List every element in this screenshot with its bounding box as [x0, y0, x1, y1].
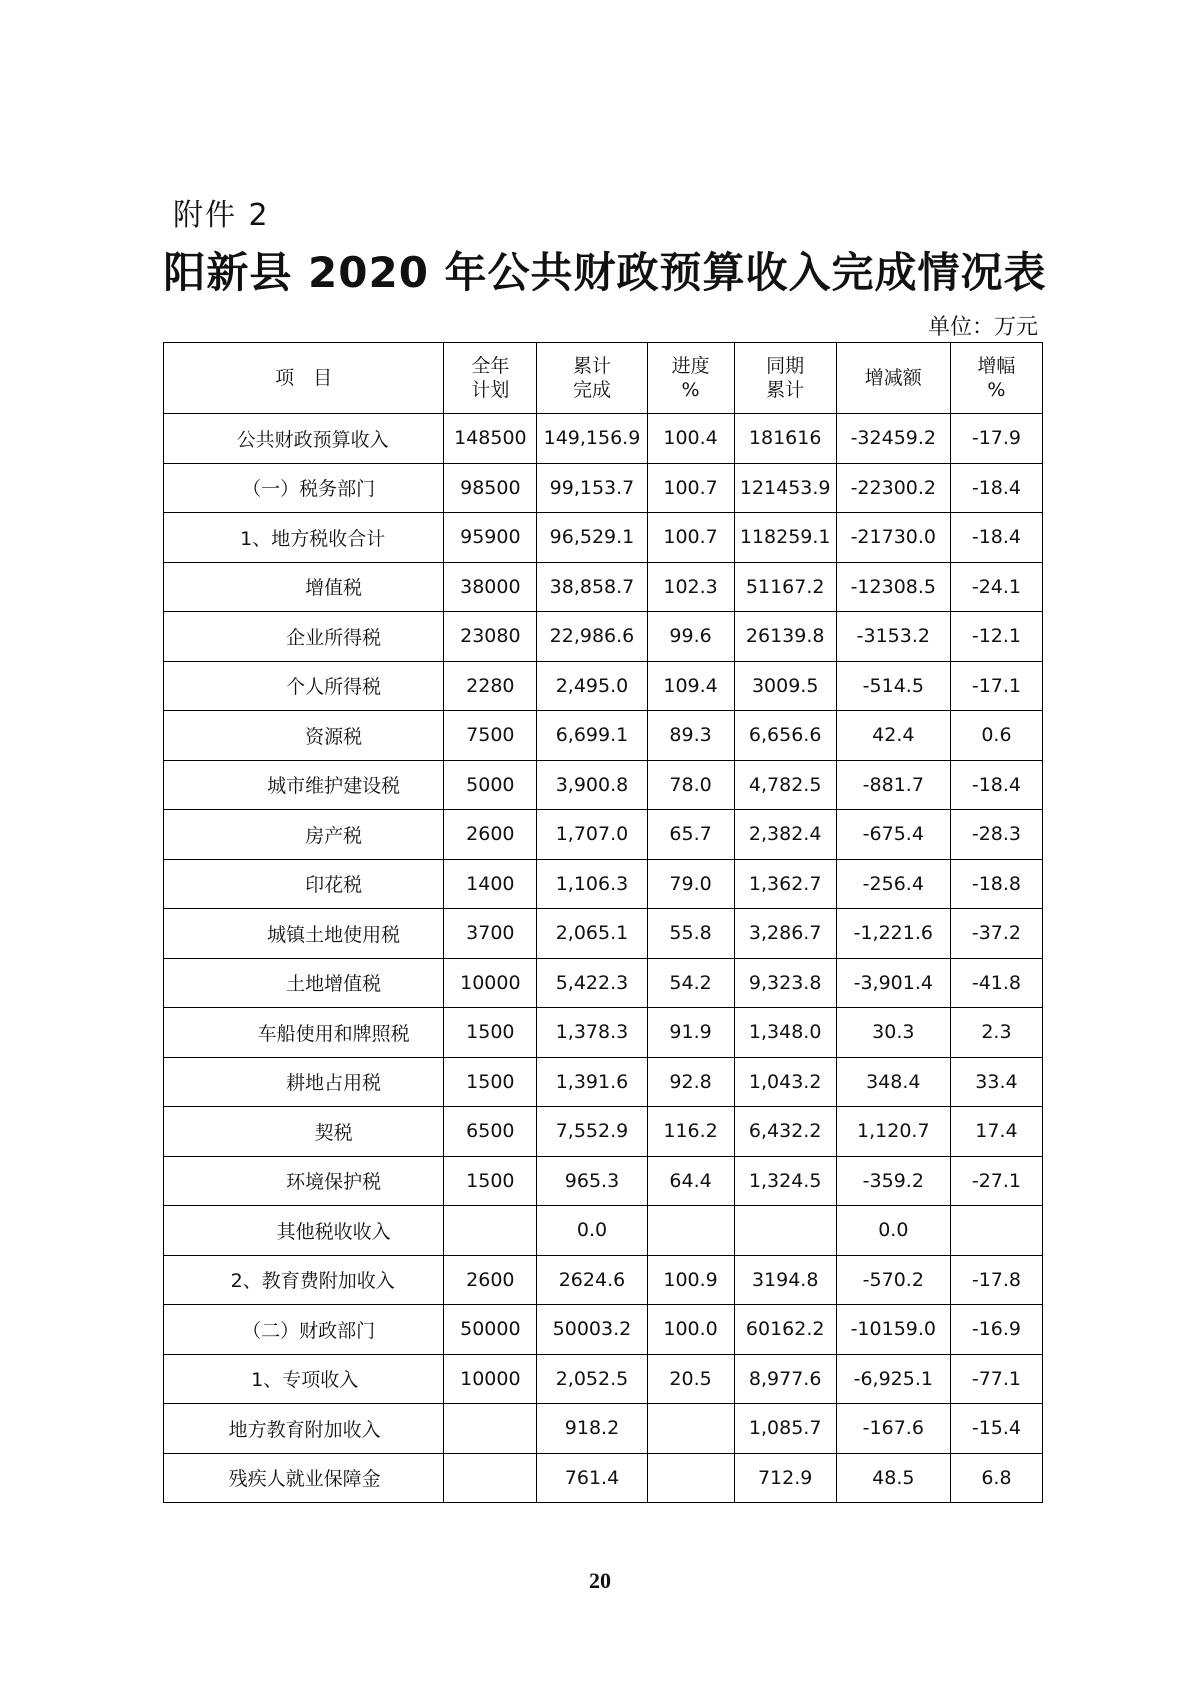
cell-plan: 95900	[444, 513, 537, 563]
cell-done: 1,707.0	[537, 810, 647, 860]
cell-done: 3,900.8	[537, 760, 647, 810]
table-row	[164, 1453, 1043, 1503]
row-item-name: 2、教育费附加收入	[164, 1255, 444, 1305]
table-row	[164, 1057, 1043, 1107]
row-item-name: 耕地占用税	[164, 1057, 444, 1107]
cell-rate: -24.1	[950, 562, 1042, 612]
row-item-name: 其他税收收入	[164, 1206, 444, 1256]
cell-plan: 6500	[444, 1107, 537, 1157]
row-item-name: 地方教育附加收入	[164, 1404, 444, 1454]
header-diff: 增减额	[836, 343, 950, 414]
cell-diff: 348.4	[836, 1057, 950, 1107]
cell-plan: 23080	[444, 612, 537, 662]
cell-plan: 5000	[444, 760, 537, 810]
cell-progress: 65.7	[647, 810, 734, 860]
row-item-name: 1、地方税收合计	[164, 513, 444, 563]
cell-prev: 1,362.7	[734, 859, 836, 909]
cell-progress: 100.7	[647, 463, 734, 513]
cell-prev: 9,323.8	[734, 958, 836, 1008]
cell-plan: 10000	[444, 1354, 537, 1404]
page-title: 阳新县 2020 年公共财政预算收入完成情况表	[163, 248, 1047, 297]
cell-rate: -12.1	[950, 612, 1042, 662]
cell-rate: -18.4	[950, 760, 1042, 810]
cell-prev: 118259.1	[734, 513, 836, 563]
cell-prev: 8,977.6	[734, 1354, 836, 1404]
cell-done: 96,529.1	[537, 513, 647, 563]
cell-prev: 4,782.5	[734, 760, 836, 810]
row-item-name: 个人所得税	[164, 661, 444, 711]
table-row	[164, 909, 1043, 959]
cell-rate: -18.4	[950, 513, 1042, 563]
cell-prev	[734, 1206, 836, 1256]
cell-diff: -12308.5	[836, 562, 950, 612]
row-item-name: 资源税	[164, 711, 444, 761]
cell-progress: 100.7	[647, 513, 734, 563]
table-header	[164, 343, 1043, 414]
row-item-name: 残疾人就业保障金	[164, 1453, 444, 1503]
cell-plan: 98500	[444, 463, 537, 513]
header-plan: 全年 计划	[444, 343, 537, 414]
table-row	[164, 958, 1043, 1008]
table-row	[164, 1255, 1043, 1305]
cell-progress: 78.0	[647, 760, 734, 810]
cell-progress: 54.2	[647, 958, 734, 1008]
header-prev: 同期 累计	[734, 343, 836, 414]
row-item-name: 车船使用和牌照税	[164, 1008, 444, 1058]
cell-plan: 1500	[444, 1008, 537, 1058]
header-item: 项 目	[164, 343, 444, 414]
cell-diff: -6,925.1	[836, 1354, 950, 1404]
cell-rate: -41.8	[950, 958, 1042, 1008]
cell-done: 1,391.6	[537, 1057, 647, 1107]
cell-plan: 10000	[444, 958, 537, 1008]
cell-prev: 3194.8	[734, 1255, 836, 1305]
cell-progress: 116.2	[647, 1107, 734, 1157]
cell-diff: -3,901.4	[836, 958, 950, 1008]
cell-progress: 100.4	[647, 414, 734, 464]
cell-diff: -359.2	[836, 1156, 950, 1206]
table-body	[164, 414, 1043, 1503]
cell-diff: -1,221.6	[836, 909, 950, 959]
cell-plan: 148500	[444, 414, 537, 464]
cell-prev: 3009.5	[734, 661, 836, 711]
cell-progress: 55.8	[647, 909, 734, 959]
cell-progress	[647, 1404, 734, 1454]
cell-rate: -37.2	[950, 909, 1042, 959]
cell-plan: 2280	[444, 661, 537, 711]
row-item-name: 环境保护税	[164, 1156, 444, 1206]
table-row	[164, 1404, 1043, 1454]
table-row	[164, 760, 1043, 810]
cell-prev: 6,432.2	[734, 1107, 836, 1157]
cell-rate: 33.4	[950, 1057, 1042, 1107]
cell-done: 99,153.7	[537, 463, 647, 513]
cell-diff: -32459.2	[836, 414, 950, 464]
cell-progress	[647, 1206, 734, 1256]
cell-plan: 1500	[444, 1156, 537, 1206]
cell-progress: 109.4	[647, 661, 734, 711]
table-row	[164, 661, 1043, 711]
cell-progress: 102.3	[647, 562, 734, 612]
cell-done: 918.2	[537, 1404, 647, 1454]
cell-rate: -15.4	[950, 1404, 1042, 1454]
cell-prev: 6,656.6	[734, 711, 836, 761]
cell-prev: 3,286.7	[734, 909, 836, 959]
table-row	[164, 414, 1043, 464]
cell-diff: -3153.2	[836, 612, 950, 662]
table-row	[164, 562, 1043, 612]
cell-done: 2624.6	[537, 1255, 647, 1305]
cell-progress	[647, 1453, 734, 1503]
cell-progress: 89.3	[647, 711, 734, 761]
cell-done: 2,052.5	[537, 1354, 647, 1404]
cell-done: 7,552.9	[537, 1107, 647, 1157]
cell-plan: 1400	[444, 859, 537, 909]
cell-diff: -10159.0	[836, 1305, 950, 1355]
cell-done: 22,986.6	[537, 612, 647, 662]
cell-progress: 100.9	[647, 1255, 734, 1305]
cell-done: 2,065.1	[537, 909, 647, 959]
header-rate: 增幅 %	[950, 343, 1042, 414]
cell-diff: -256.4	[836, 859, 950, 909]
cell-progress: 92.8	[647, 1057, 734, 1107]
cell-plan: 50000	[444, 1305, 537, 1355]
cell-done: 0.0	[537, 1206, 647, 1256]
cell-prev: 1,043.2	[734, 1057, 836, 1107]
cell-done: 1,106.3	[537, 859, 647, 909]
cell-done: 50003.2	[537, 1305, 647, 1355]
cell-rate: -27.1	[950, 1156, 1042, 1206]
cell-diff: 30.3	[836, 1008, 950, 1058]
cell-plan: 1500	[444, 1057, 537, 1107]
cell-plan	[444, 1206, 537, 1256]
table-row	[164, 1107, 1043, 1157]
cell-progress: 20.5	[647, 1354, 734, 1404]
cell-diff: -22300.2	[836, 463, 950, 513]
cell-rate: -17.8	[950, 1255, 1042, 1305]
cell-done: 149,156.9	[537, 414, 647, 464]
row-item-name: 1、专项收入	[164, 1354, 444, 1404]
cell-prev: 1,348.0	[734, 1008, 836, 1058]
cell-plan	[444, 1453, 537, 1503]
cell-rate	[950, 1206, 1042, 1256]
cell-done: 965.3	[537, 1156, 647, 1206]
cell-prev: 1,085.7	[734, 1404, 836, 1454]
cell-rate: 6.8	[950, 1453, 1042, 1503]
cell-done: 1,378.3	[537, 1008, 647, 1058]
row-item-name: （二）财政部门	[164, 1305, 444, 1355]
cell-prev: 51167.2	[734, 562, 836, 612]
cell-diff: -675.4	[836, 810, 950, 860]
cell-done: 761.4	[537, 1453, 647, 1503]
cell-done: 5,422.3	[537, 958, 647, 1008]
table-row	[164, 513, 1043, 563]
cell-rate: -17.9	[950, 414, 1042, 464]
row-item-name: 公共财政预算收入	[164, 414, 444, 464]
header-progress: 进度 %	[647, 343, 734, 414]
table-row	[164, 1206, 1043, 1256]
cell-diff: 42.4	[836, 711, 950, 761]
cell-diff: -21730.0	[836, 513, 950, 563]
cell-plan: 3700	[444, 909, 537, 959]
table-row	[164, 463, 1043, 513]
cell-diff: 48.5	[836, 1453, 950, 1503]
table-row	[164, 711, 1043, 761]
cell-progress: 64.4	[647, 1156, 734, 1206]
cell-plan: 2600	[444, 1255, 537, 1305]
cell-diff: -514.5	[836, 661, 950, 711]
row-item-name: 房产税	[164, 810, 444, 860]
cell-done: 6,699.1	[537, 711, 647, 761]
cell-done: 2,495.0	[537, 661, 647, 711]
header-done: 累计 完成	[537, 343, 647, 414]
cell-rate: 2.3	[950, 1008, 1042, 1058]
row-item-name: 印花税	[164, 859, 444, 909]
table-row	[164, 859, 1043, 909]
cell-plan	[444, 1404, 537, 1454]
page-number: 20	[589, 1568, 611, 1593]
cell-rate: -16.9	[950, 1305, 1042, 1355]
table-row	[164, 810, 1043, 860]
cell-diff: 0.0	[836, 1206, 950, 1256]
cell-progress: 100.0	[647, 1305, 734, 1355]
row-item-name: 增值税	[164, 562, 444, 612]
cell-progress: 99.6	[647, 612, 734, 662]
cell-plan: 38000	[444, 562, 537, 612]
cell-prev: 60162.2	[734, 1305, 836, 1355]
table-row	[164, 1354, 1043, 1404]
attachment-label: 附件 2	[173, 198, 270, 233]
cell-rate: -77.1	[950, 1354, 1042, 1404]
cell-prev: 712.9	[734, 1453, 836, 1503]
cell-prev: 121453.9	[734, 463, 836, 513]
row-item-name: 土地增值税	[164, 958, 444, 1008]
cell-rate: -18.8	[950, 859, 1042, 909]
table-row	[164, 612, 1043, 662]
row-item-name: 企业所得税	[164, 612, 444, 662]
cell-prev: 26139.8	[734, 612, 836, 662]
cell-prev: 2,382.4	[734, 810, 836, 860]
row-item-name: 城镇土地使用税	[164, 909, 444, 959]
row-item-name: 城市维护建设税	[164, 760, 444, 810]
revenue-table	[163, 342, 1043, 1503]
cell-rate: -28.3	[950, 810, 1042, 860]
cell-rate: -17.1	[950, 661, 1042, 711]
cell-diff: -881.7	[836, 760, 950, 810]
cell-done: 38,858.7	[537, 562, 647, 612]
row-item-name: （一）税务部门	[164, 463, 444, 513]
cell-prev: 181616	[734, 414, 836, 464]
cell-diff: 1,120.7	[836, 1107, 950, 1157]
cell-diff: -570.2	[836, 1255, 950, 1305]
unit-label: 单位：万元	[927, 315, 1038, 340]
cell-progress: 91.9	[647, 1008, 734, 1058]
cell-rate: 17.4	[950, 1107, 1042, 1157]
cell-rate: 0.6	[950, 711, 1042, 761]
cell-diff: -167.6	[836, 1404, 950, 1454]
table-row	[164, 1156, 1043, 1206]
row-item-name: 契税	[164, 1107, 444, 1157]
cell-plan: 7500	[444, 711, 537, 761]
table-row	[164, 1305, 1043, 1355]
table-row	[164, 1008, 1043, 1058]
cell-progress: 79.0	[647, 859, 734, 909]
cell-plan: 2600	[444, 810, 537, 860]
cell-rate: -18.4	[950, 463, 1042, 513]
cell-prev: 1,324.5	[734, 1156, 836, 1206]
